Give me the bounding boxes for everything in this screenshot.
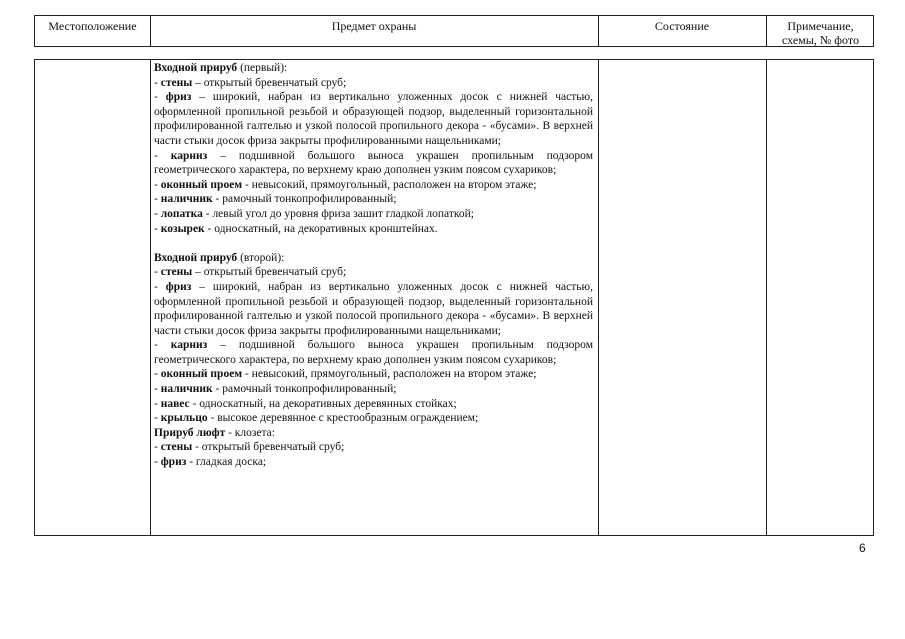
header-location: Местоположение [48, 19, 137, 33]
item-text: - высокое деревянное с крестообразным ограждением; [207, 412, 479, 425]
list-item: - стены – открытый бревенчатый сруб; [154, 76, 347, 89]
list-item: - стены – открытый бревенчатый сруб; [154, 266, 347, 279]
item-term: оконный проем [160, 178, 243, 191]
section-title-suffix: (второй): [237, 251, 285, 264]
item-text: – открытый бревенчатый сруб; [192, 266, 347, 279]
item-text: - гладкая доска; [186, 456, 267, 469]
list-item: - наличник - рамочный тонкопрофилированный; [154, 193, 397, 206]
list-item: - фриз – широкий, набран из вертикально уложенных досок с нижней частью, оформленной пропильной резьбой и образующей подзор, выделенный горизонтальной профилированной галтелью и узкой полосой пропильного декора - «бусами». В верхней части стыки досок фриза закрыты профилированными нащельниками; [154, 280, 593, 337]
section-spacer [154, 236, 593, 251]
subject-cell [154, 61, 593, 470]
section-title-suffix: (первый): [237, 62, 288, 74]
item-term: лопатка [160, 207, 203, 220]
header-note-line1: Примечание, [787, 19, 854, 33]
section-title: Прируб люфт [154, 426, 226, 439]
item-term: стены [160, 76, 193, 89]
item-text: - невысокий, прямоугольный, расположен на втором этаже; [242, 178, 537, 191]
header-note-line2: схемы, № фото [781, 33, 859, 47]
item-text: - односкатный, на декоративных деревянных стойках; [189, 397, 457, 410]
item-term: карниз [170, 149, 208, 162]
item-text: - рамочный тонкопрофилированный; [212, 193, 397, 206]
list-item: - лопатка - левый угол до уровня фриза зашит гладкой лопаткой; [154, 207, 474, 220]
table-body [34, 59, 874, 536]
item-text: – широкий, набран из вертикально уложенных досок с нижней частью, оформленной пропильной резьбой и образующей подзор, выделенный горизонтальной профилированной галтелью и узкой полосой пропильного декора - «бусами». В верхней части стыки досок фриза закрыты профилированными нащельниками; [154, 280, 593, 337]
item-term: оконный проем [160, 368, 243, 381]
section-title: Входной прируб [154, 62, 238, 74]
item-term: фриз [160, 456, 187, 469]
item-term: навес [160, 397, 190, 410]
page-number: 6 [859, 541, 866, 555]
item-term: наличник [160, 383, 213, 396]
list-item: - крыльцо - высокое деревянное с крестообразным ограждением; [154, 412, 479, 425]
list-item: - козырек - односкатный, на декоративных кронштейнах. [154, 222, 438, 235]
list-item: - навес - односкатный, на декоративных деревянных стойках; [154, 397, 457, 410]
section-title-suffix: - клозета: [225, 426, 275, 439]
section-heading [154, 251, 593, 266]
item-text: - открытый бревенчатый сруб; [192, 441, 345, 454]
item-text: – подшивной большого выноса украшен пропильным подзором геометрического характера, по верхнему краю дополнен узким поясом сухариков; [154, 339, 593, 366]
item-term: козырек [160, 222, 205, 235]
list-item: - стены - открытый бревенчатый сруб; [154, 441, 345, 454]
section-heading [154, 426, 593, 441]
section-title: Входной прируб [154, 251, 238, 264]
column-divider [598, 60, 599, 535]
list-item: - фриз - гладкая доска; [154, 456, 267, 469]
header-subject: Предмет охраны [331, 19, 417, 33]
header-note [766, 16, 875, 46]
item-term: карниз [170, 339, 208, 352]
item-term: фриз [165, 91, 192, 104]
item-text: - невысокий, прямоугольный, расположен на втором этаже; [242, 368, 537, 381]
table-header [34, 15, 874, 47]
item-term: стены [160, 441, 193, 454]
item-text: - левый угол до уровня фриза зашит гладкой лопаткой; [202, 207, 474, 220]
list-item: - карниз – подшивной большого выноса украшен пропильным подзором геометрического характера, по верхнему краю дополнен узким поясом сухариков; [154, 149, 593, 177]
item-term: наличник [160, 193, 213, 206]
item-term: крыльцо [160, 412, 208, 425]
list-item: - фриз – широкий, набран из вертикально уложенных досок с нижней частью, оформленной пропильной резьбой и образующей подзор, выделенный горизонтальной профилированной галтелью и узкой полосой пропильного декора - «бусами». В верхней части стыки досок фриза закрыты профилированными нащельниками; [154, 91, 593, 147]
item-text: - рамочный тонкопрофилированный; [212, 383, 397, 396]
item-text: – подшивной большого выноса украшен пропильным подзором геометрического характера, по верхнему краю дополнен узким поясом сухариков; [154, 149, 593, 177]
list-item: - оконный проем - невысокий, прямоугольный, расположен на втором этаже; [154, 368, 537, 381]
list-item: - наличник - рамочный тонкопрофилированный; [154, 383, 397, 396]
item-term: фриз [165, 280, 192, 293]
item-text: – открытый бревенчатый сруб; [192, 76, 347, 89]
section-heading [154, 61, 593, 76]
item-text: - односкатный, на декоративных кронштейнах. [204, 222, 438, 235]
item-text: – широкий, набран из вертикально уложенных досок с нижней частью, оформленной пропильной резьбой и образующей подзор, выделенный горизонтальной профилированной галтелью и узкой полосой пропильного декора - «бусами». В верхней части стыки досок фриза закрыты профилированными нащельниками; [154, 91, 593, 147]
column-divider [150, 60, 151, 535]
item-term: стены [160, 266, 193, 279]
list-item: - оконный проем - невысокий, прямоугольный, расположен на втором этаже; [154, 178, 537, 191]
list-item: - карниз – подшивной большого выноса украшен пропильным подзором геометрического характера, по верхнему краю дополнен узким поясом сухариков; [154, 339, 593, 366]
header-state: Состояние [654, 19, 710, 33]
column-divider [766, 60, 767, 535]
